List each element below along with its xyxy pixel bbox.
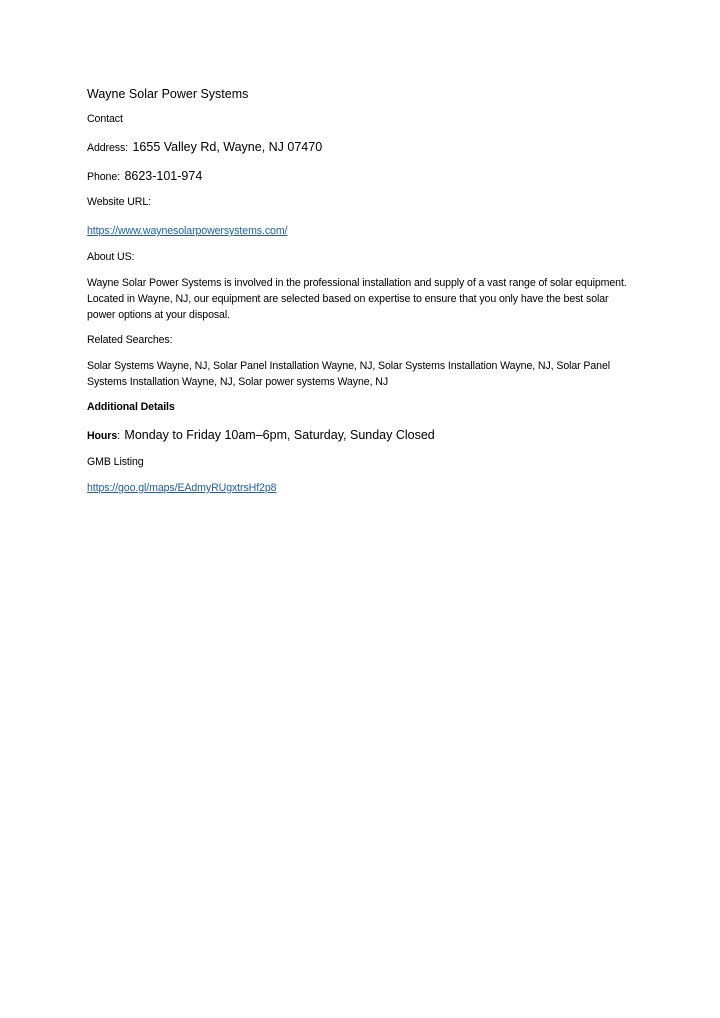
- hours-line: [87, 426, 435, 444]
- business-title: Wayne Solar Power Systems: [87, 87, 249, 101]
- about-heading: About US:: [87, 251, 135, 263]
- address-value: 1655 Valley Rd, Wayne, NJ 07470: [132, 140, 323, 154]
- about-paragraph: Wayne Solar Power Systems is involved in the professional installation and supply of a vast range of solar equipment. Located in Wayne, NJ, our equipment are selected based on expertise to ensure that you only have the best solar power options at your disposal.: [87, 277, 627, 322]
- hours-label: Hours: [87, 430, 118, 442]
- additional-details-heading: Additional Details: [87, 401, 175, 413]
- contact-heading: Contact: [87, 113, 123, 125]
- website-label: Website URL:: [87, 196, 151, 208]
- address-line: [87, 138, 322, 156]
- gmb-listing-heading: GMB Listing: [87, 456, 144, 468]
- gmb-listing-link[interactable]: https://goo.gl/maps/EAdmyRUgxtrsHf2p8: [87, 482, 277, 494]
- related-searches-paragraph: Solar Systems Wayne, NJ, Solar Panel Installation Wayne, NJ, Solar Systems Installation Wayne, NJ, Solar Panel Systems Installation Wayne, NJ, Solar power systems Wayne, NJ: [87, 360, 611, 389]
- phone-line: [87, 167, 202, 185]
- phone-value: 8623-101-974: [124, 169, 203, 183]
- hours-value: Monday to Friday 10am–6pm, Saturday, Sunday Closed: [124, 428, 435, 442]
- website-link[interactable]: https://www.waynesolarpowersystems.com/: [87, 225, 288, 237]
- phone-label: Phone:: [87, 171, 120, 183]
- address-label: Address:: [87, 142, 129, 154]
- related-searches-heading: Related Searches:: [87, 334, 173, 346]
- hours-colon: :: [117, 430, 120, 442]
